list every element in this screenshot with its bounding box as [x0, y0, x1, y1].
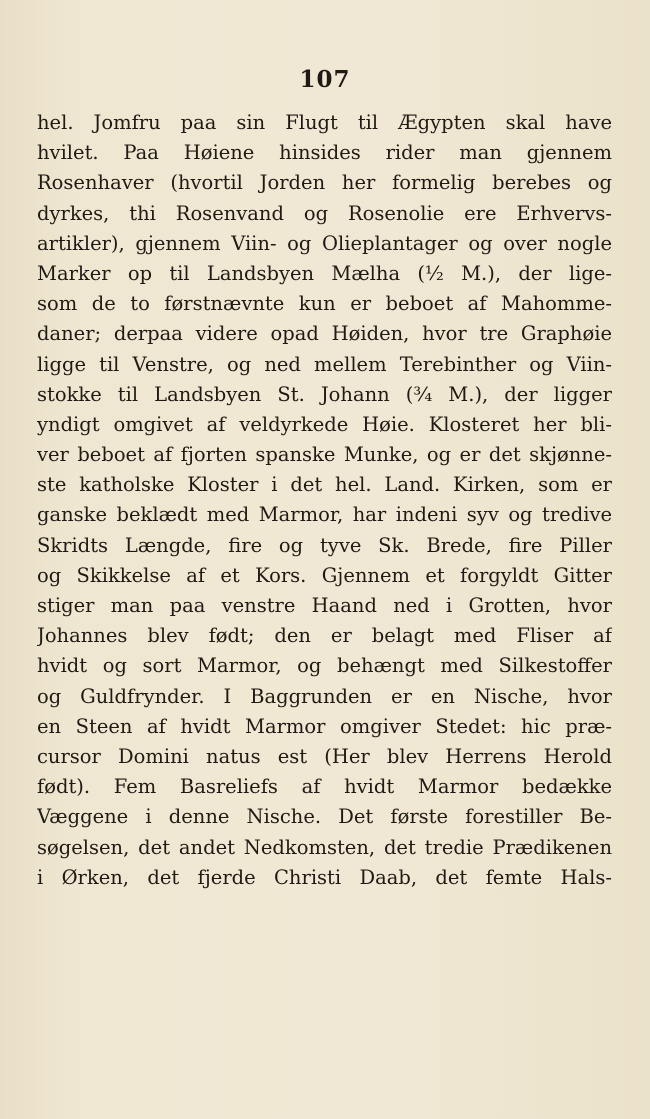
- page-number: 107: [299, 66, 351, 93]
- text-line: søgelsen, det andet Nedkomsten, det tredie Prædikenen: [37, 835, 612, 859]
- text-line: en Steen af hvidt Marmor omgiver Stedet: hic præ-: [37, 714, 612, 738]
- text-line: i Ørken, det fjerde Christi Daab, det femte Hals-: [37, 865, 612, 889]
- text-line: ver beboet af fjorten spanske Munke, og er det skjønne-: [37, 443, 612, 467]
- text-line: Rosenhaver (hvortil Jorden her formelig berebes og: [37, 171, 612, 195]
- text-line: ganske beklædt med Marmor, har indeni syv og tredive: [37, 503, 612, 527]
- text-line: født). Fem Basreliefs af hvidt Marmor bedække: [37, 775, 612, 799]
- text-line: og Skikkelse af et Kors. Gjennem et forgyldt Gitter: [37, 563, 612, 587]
- text-line: Væggene i denne Nische. Det første forestiller Be-: [37, 805, 612, 829]
- text-line: hel. Jomfru paa sin Flugt til Ægypten skal have: [37, 111, 612, 134]
- text-line: stiger man paa venstre Haand ned i Grotten, hvor: [37, 594, 612, 617]
- text-line: Skridts Længde, fire og tyve Sk. Brede, fire Piller: [37, 533, 612, 557]
- body-text: [37, 108, 612, 893]
- text-line: artikler), gjennem Viin- og Olieplantager og over nogle: [37, 231, 612, 255]
- text-line: ste katholske Kloster i det hel. Land. Kirken, som er: [37, 473, 612, 497]
- text-line: daner; derpaa videre opad Høiden, hvor tre Graphøie: [37, 322, 612, 346]
- text-line: cursor Domini natus est (Her blev Herrens Herold: [37, 744, 612, 768]
- text-line: som de to førstnævnte kun er beboet af Mahomme-: [37, 292, 612, 316]
- text-line: ligge til Venstre, og ned mellem Terebinther og Viin-: [37, 352, 612, 376]
- text-line: yndigt omgivet af veldyrkede Høie. Klosteret her bli-: [37, 412, 612, 436]
- text-line: Marker op til Landsbyen Mælha (½ M.), der lige-: [37, 261, 612, 285]
- text-line: Johannes blev født; den er belagt med Fliser af: [37, 624, 612, 648]
- text-line: stokke til Landsbyen St. Johann (¾ M.), der ligger: [37, 382, 612, 406]
- text-line: hvidt og sort Marmor, og behængt med Silkestoffer: [37, 654, 612, 678]
- text-line: og Guldfrynder. I Baggrunden er en Nische, hvor: [37, 684, 612, 708]
- text-line: dyrkes, thi Rosenvand og Rosenolie ere Erhvervs-: [37, 201, 612, 225]
- text-line: hvilet. Paa Høiene hinsides rider man gjennem: [37, 141, 612, 165]
